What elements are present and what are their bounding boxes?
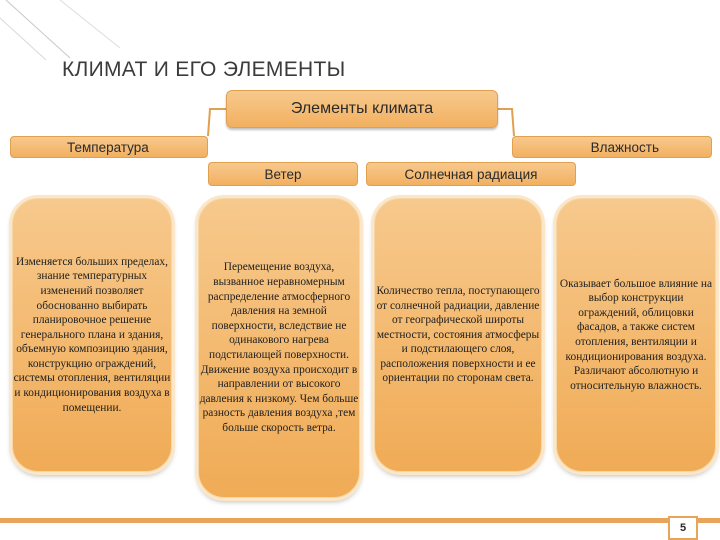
card-temperature: [12, 198, 172, 472]
card-wind: [198, 198, 360, 498]
page-title: КЛИМАТ И ЕГО ЭЛЕМЕНТЫ: [62, 58, 346, 81]
card-wind-text: Перемещение воздуха, вызванное неравномерным распределение атмосферного давления на земной поверхности, вследствие не одинакового нагрева подстилающей поверхности. Движение воздуха происходит в направлении от высокого давления к низкому. Чем больше разность давления воздуха ,тем больше скорость ветра.: [199, 261, 359, 434]
node-wind: Ветер: [208, 162, 358, 186]
node-temperature: Температура: [10, 136, 208, 158]
node-solar-radiation: Солнечная радиация: [366, 162, 576, 186]
page-number: 5: [668, 516, 698, 540]
card-humidity-text: Оказывает большое влияние на выбор конструкции ограждений, облицовки фасадов, а также систем отопления, вентиляции и кондиционирования воздуха. Различают абсолютную и относительную влажность.: [559, 277, 713, 392]
card-humidity: [556, 198, 716, 472]
root-node-climate-elements: Элементы климата: [226, 90, 498, 128]
card-temperature-text: Изменяется больших пределах, знание температурных изменений позволяет обоснованно выбирать планировочное решение генерального плана и здания, объемную композицию здания, конструкцию ограждений, системы отопления, вентиляции и кондиционирования воздуха в помещении.: [13, 255, 171, 414]
node-humidity: Влажность: [512, 136, 712, 158]
footer-bar: [0, 518, 720, 523]
card-solar-radiation: [374, 198, 542, 472]
card-solar-text: Количество тепла, поступающего от солнечной радиации, давление от географической широты местности, состояния атмосферы и подстилающего слоя, расположения поверхности и ее ориентации по сторонам света.: [376, 284, 540, 385]
